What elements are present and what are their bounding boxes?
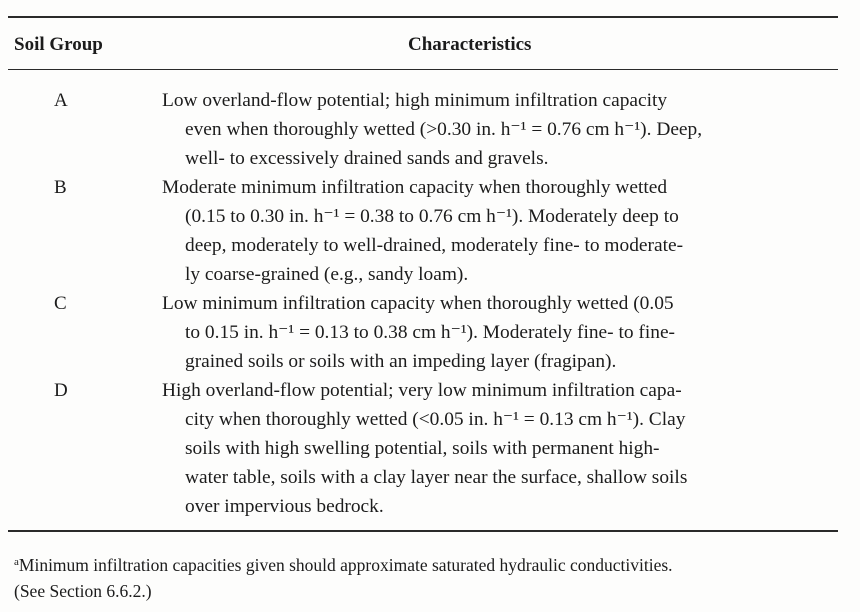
desc-line: soils with high swelling potential, soils with permanent high- bbox=[185, 438, 660, 459]
desc-line: ly coarse-grained (e.g., sandy loam). bbox=[185, 264, 469, 285]
table-footnote bbox=[14, 549, 854, 604]
header-rule bbox=[8, 69, 838, 70]
desc-line: Moderate minimum infiltration capacity when thoroughly wetted bbox=[162, 177, 668, 198]
soil-group-letter: C bbox=[54, 293, 67, 314]
characteristics-cell bbox=[162, 376, 842, 521]
desc-line: well- to excessively drained sands and gravels. bbox=[185, 148, 549, 169]
soil-group-letter: D bbox=[54, 380, 68, 401]
desc-line: city when thoroughly wetted (<0.05 in. h⁻¹ = 0.13 cm h⁻¹). Clay bbox=[185, 409, 686, 430]
table-top-rule bbox=[8, 16, 838, 18]
header-characteristics: Characteristics bbox=[408, 34, 532, 55]
desc-line: deep, moderately to well-drained, moderately fine- to moderate- bbox=[185, 235, 684, 256]
characteristics-cell bbox=[162, 289, 842, 376]
header-soil-group: Soil Group bbox=[14, 34, 103, 55]
footnote-text: Minimum infiltration capacities given should approximate saturated hydraulic conductivities. bbox=[18, 555, 673, 575]
soil-group-letter: B bbox=[54, 177, 67, 198]
desc-line: water table, soils with a clay layer near the surface, shallow soils bbox=[185, 467, 688, 488]
footnote-line-1 bbox=[14, 549, 854, 578]
footnote-marker: a bbox=[14, 556, 19, 568]
characteristics-cell bbox=[162, 173, 842, 289]
desc-line: over impervious bedrock. bbox=[185, 496, 384, 517]
desc-line: even when thoroughly wetted (>0.30 in. h⁻¹ = 0.76 cm h⁻¹). Deep, bbox=[185, 119, 703, 140]
characteristics-cell bbox=[162, 86, 842, 173]
desc-line: (0.15 to 0.30 in. h⁻¹ = 0.38 to 0.76 cm h⁻¹). Moderately deep to bbox=[185, 206, 679, 227]
table-bottom-rule bbox=[8, 530, 838, 532]
desc-line: grained soils or soils with an impeding layer (fragipan). bbox=[185, 351, 617, 372]
soil-group-letter: A bbox=[54, 90, 68, 111]
desc-line: to 0.15 in. h⁻¹ = 0.13 to 0.38 cm h⁻¹). Moderately fine- to fine- bbox=[185, 322, 676, 343]
desc-line: Low minimum infiltration capacity when thoroughly wetted (0.05 bbox=[162, 293, 674, 314]
footnote-line-2: (See Section 6.6.2.) bbox=[14, 581, 152, 601]
desc-line: Low overland-flow potential; high minimum infiltration capacity bbox=[162, 90, 668, 111]
desc-line: High overland-flow potential; very low minimum infiltration capa- bbox=[162, 380, 682, 401]
